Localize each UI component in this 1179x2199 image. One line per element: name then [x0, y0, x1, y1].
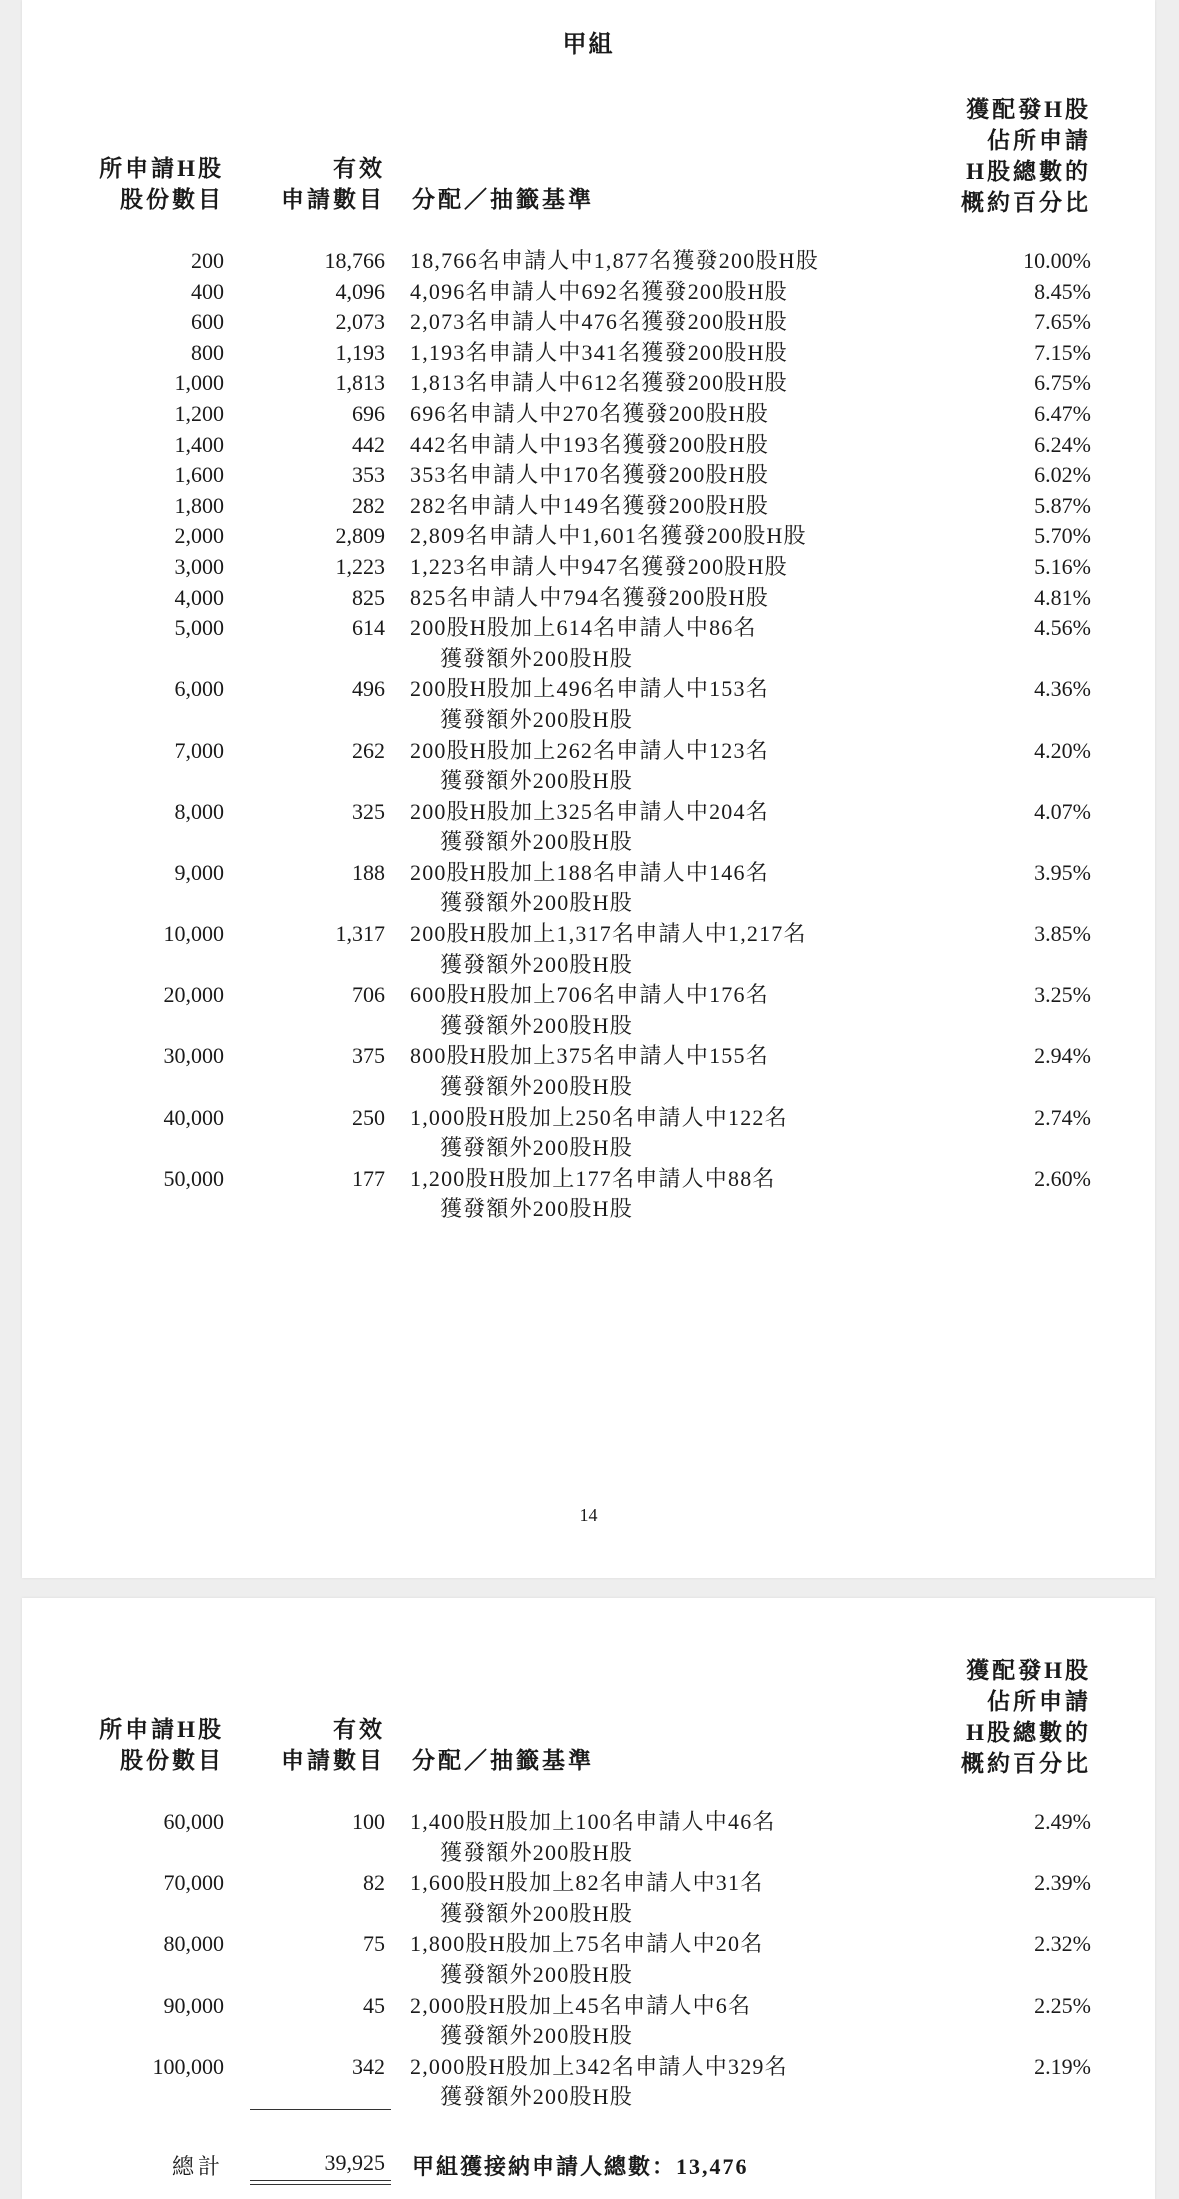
cell-approx-percentage: 8.45% [1034, 278, 1091, 304]
cell-allocation-basis [410, 1929, 763, 1990]
basis-line-2: 獲發額外200股H股 [440, 1900, 633, 1926]
cell-valid-applications: 188 [352, 859, 385, 885]
cell-approx-percentage: 3.25% [1034, 982, 1091, 1008]
cell-approx-percentage: 4.20% [1034, 737, 1091, 763]
table-row [22, 2052, 1155, 2113]
basis-line-1: 1,223名申請人中947名獲發200股H股 [410, 553, 788, 579]
cell-approx-percentage: 2.32% [1034, 1931, 1091, 1957]
cell-approx-percentage: 5.16% [1034, 553, 1091, 579]
table-row [22, 368, 1155, 399]
table-row [22, 1164, 1155, 1225]
basis-line-1: 18,766名申請人中1,877名獲發200股H股 [410, 248, 819, 273]
cell-valid-applications: 4,096 [335, 278, 385, 304]
cell-valid-applications: 1,813 [335, 370, 385, 396]
basis-line-1: 200股H股加上614名申請人中86名 [410, 615, 757, 641]
cell-shares-applied: 400 [191, 278, 224, 304]
basis-line-2: 獲發額外200股H股 [440, 890, 633, 916]
cell-approx-percentage: 3.85% [1034, 921, 1091, 947]
cell-shares-applied: 80,000 [163, 1931, 224, 1957]
document-page-1 [22, 0, 1155, 1578]
cell-approx-percentage: 10.00% [1023, 248, 1091, 273]
cell-allocation-basis [410, 613, 757, 674]
basis-line-2: 獲發額外200股H股 [440, 829, 633, 855]
table-row [22, 1991, 1155, 2052]
cell-approx-percentage: 2.49% [1034, 1809, 1091, 1834]
cell-valid-applications: 45 [363, 1992, 385, 2018]
cell-valid-applications: 825 [352, 584, 385, 610]
page-number: 14 [579, 1505, 598, 1525]
table-row [22, 583, 1155, 614]
basis-line-2: 獲發額外200股H股 [440, 1196, 633, 1222]
header-allocation-basis: 分配／抽籤基準 [412, 187, 594, 212]
cell-shares-applied: 1,400 [174, 431, 224, 457]
cell-valid-applications: 342 [352, 2053, 385, 2079]
table-row [22, 1041, 1155, 1102]
cell-allocation-basis [410, 736, 769, 797]
basis-line-1: 1,193名申請人中341名獲發200股H股 [410, 339, 788, 365]
cell-approx-percentage: 2.60% [1034, 1165, 1091, 1191]
cell-allocation-basis [410, 1041, 769, 1102]
basis-line-2: 獲發額外200股H股 [440, 951, 633, 977]
cell-valid-applications: 706 [352, 982, 385, 1008]
cell-shares-applied: 1,200 [174, 400, 224, 426]
table-row [22, 399, 1155, 430]
table-row [22, 246, 1155, 277]
basis-line-1: 1,400股H股加上100名申請人中46名 [410, 1809, 776, 1834]
basis-line-1: 2,000股H股加上342名申請人中329名 [410, 2053, 788, 2079]
cell-approx-percentage: 6.02% [1034, 462, 1091, 488]
cell-valid-applications: 262 [352, 737, 385, 763]
header-valid-applications: 有效 申請數目 [281, 1717, 385, 1773]
cell-approx-percentage: 3.95% [1034, 859, 1091, 885]
cell-allocation-basis [410, 797, 769, 858]
cell-valid-applications: 442 [352, 431, 385, 457]
table-row [22, 858, 1155, 919]
cell-approx-percentage: 5.87% [1034, 492, 1091, 518]
basis-line-1: 200股H股加上1,317名申請人中1,217名 [410, 921, 807, 947]
cell-allocation-basis [410, 1991, 751, 2052]
cell-valid-applications: 375 [352, 1043, 385, 1069]
basis-line-1: 800股H股加上375名申請人中155名 [410, 1043, 769, 1069]
cell-approx-percentage: 2.39% [1034, 1870, 1091, 1896]
allocation-table [22, 246, 1155, 1225]
cell-valid-applications: 1,223 [335, 553, 385, 579]
total-double-rule [250, 2180, 391, 2185]
cell-shares-applied: 70,000 [163, 1870, 224, 1896]
table-row [22, 460, 1155, 491]
cell-valid-applications: 353 [352, 462, 385, 488]
cell-approx-percentage: 4.07% [1034, 798, 1091, 824]
basis-line-1: 200股H股加上262名申請人中123名 [410, 737, 769, 763]
cell-shares-applied: 7,000 [174, 737, 224, 763]
cell-allocation-basis [410, 521, 807, 552]
cell-approx-percentage: 2.19% [1034, 2053, 1091, 2079]
cell-shares-applied: 3,000 [174, 553, 224, 579]
header-allocation-basis: 分配／抽籤基準 [412, 1748, 594, 1773]
basis-line-1: 200股H股加上188名申請人中146名 [410, 859, 769, 885]
basis-line-1: 2,000股H股加上45名申請人中6名 [410, 1992, 752, 2018]
basis-line-2: 獲發額外200股H股 [440, 1839, 633, 1865]
cell-valid-applications: 1,317 [335, 921, 385, 947]
cell-allocation-basis [410, 368, 788, 399]
table-row [22, 736, 1155, 797]
cell-shares-applied: 20,000 [163, 982, 224, 1008]
table-row [22, 919, 1155, 980]
basis-line-2: 獲發額外200股H股 [440, 2084, 633, 2110]
header-shares-applied: 所申請H股 股份數目 [99, 156, 224, 212]
cell-shares-applied: 90,000 [163, 1992, 224, 2018]
cell-valid-applications: 82 [363, 1870, 385, 1896]
cell-shares-applied: 9,000 [174, 859, 224, 885]
basis-line-2: 獲發額外200股H股 [440, 1074, 633, 1100]
basis-line-1: 825名申請人中794名獲發200股H股 [410, 584, 769, 610]
total-label: 總計 [171, 2154, 224, 2179]
basis-line-1: 1,600股H股加上82名申請人中31名 [410, 1870, 764, 1896]
table-row [22, 430, 1155, 461]
basis-line-1: 1,800股H股加上75名申請人中20名 [410, 1931, 764, 1957]
cell-shares-applied: 100,000 [152, 2053, 224, 2079]
allocation-table [22, 1807, 1155, 2113]
cell-shares-applied: 50,000 [163, 1165, 224, 1191]
cell-allocation-basis [410, 307, 788, 338]
cell-shares-applied: 60,000 [163, 1809, 224, 1834]
table-row [22, 307, 1155, 338]
table-row [22, 1929, 1155, 1990]
basis-line-1: 4,096名申請人中692名獲發200股H股 [410, 278, 788, 304]
cell-valid-applications: 18,766 [324, 248, 385, 273]
basis-line-1: 696名申請人中270名獲發200股H股 [410, 400, 769, 426]
cell-valid-applications: 496 [352, 676, 385, 702]
cell-shares-applied: 4,000 [174, 584, 224, 610]
cell-allocation-basis [410, 460, 769, 491]
basis-line-2: 獲發額外200股H股 [440, 706, 633, 732]
cell-valid-applications: 2,809 [335, 523, 385, 549]
basis-line-1: 200股H股加上496名申請人中153名 [410, 676, 769, 702]
basis-line-1: 353名申請人中170名獲發200股H股 [410, 462, 769, 488]
cell-approx-percentage: 6.75% [1034, 370, 1091, 396]
cell-approx-percentage: 2.25% [1034, 1992, 1091, 2018]
cell-shares-applied: 8,000 [174, 798, 224, 824]
cell-valid-applications: 325 [352, 798, 385, 824]
cell-approx-percentage: 4.81% [1034, 584, 1091, 610]
basis-line-2: 獲發額外200股H股 [440, 1012, 633, 1038]
cell-approx-percentage: 4.36% [1034, 676, 1091, 702]
cell-approx-percentage: 7.65% [1034, 309, 1091, 335]
basis-line-1: 442名申請人中193名獲發200股H股 [410, 431, 769, 457]
table-row [22, 1868, 1155, 1929]
cell-allocation-basis [410, 246, 819, 277]
cell-shares-applied: 600 [191, 309, 224, 335]
table-row [22, 797, 1155, 858]
cell-allocation-basis [410, 858, 769, 919]
header-shares-applied: 所申請H股 股份數目 [99, 1717, 224, 1773]
cell-allocation-basis [410, 338, 788, 369]
table-row [22, 552, 1155, 583]
cell-allocation-basis [410, 1807, 776, 1868]
cell-valid-applications: 250 [352, 1104, 385, 1130]
cell-valid-applications: 2,073 [335, 309, 385, 335]
cell-shares-applied: 2,000 [174, 523, 224, 549]
cell-shares-applied: 10,000 [163, 921, 224, 947]
cell-allocation-basis [410, 583, 769, 614]
cell-allocation-basis [410, 430, 769, 461]
basis-line-2: 獲發額外200股H股 [440, 645, 633, 671]
header-approx-percentage: 獲配發H股 佔所申請 H股總數的 概約百分比 [961, 1658, 1091, 1776]
cell-valid-applications: 696 [352, 400, 385, 426]
cell-valid-applications: 282 [352, 492, 385, 518]
cell-shares-applied: 5,000 [174, 615, 224, 641]
table-row [22, 277, 1155, 308]
cell-valid-applications: 1,193 [335, 339, 385, 365]
table-row [22, 338, 1155, 369]
cell-shares-applied: 800 [191, 339, 224, 365]
cell-approx-percentage: 7.15% [1034, 339, 1091, 365]
cell-shares-applied: 1,600 [174, 462, 224, 488]
table-row [22, 521, 1155, 552]
basis-line-1: 1,200股H股加上177名申請人中88名 [410, 1165, 776, 1191]
basis-line-1: 1,000股H股加上250名申請人中122名 [410, 1104, 788, 1130]
cell-approx-percentage: 2.94% [1034, 1043, 1091, 1069]
total-value: 39,925 [324, 2150, 385, 2175]
cell-valid-applications: 100 [352, 1809, 385, 1834]
cell-allocation-basis [410, 1164, 776, 1225]
header-valid-applications: 有效 申請數目 [281, 156, 385, 212]
basis-line-2: 獲發額外200股H股 [440, 2023, 633, 2049]
cell-allocation-basis [410, 674, 769, 735]
cell-allocation-basis [410, 1868, 763, 1929]
table-row [22, 613, 1155, 674]
basis-line-1: 2,073名申請人中476名獲發200股H股 [410, 309, 788, 335]
cell-shares-applied: 1,800 [174, 492, 224, 518]
basis-line-1: 2,809名申請人中1,601名獲發200股H股 [410, 523, 807, 549]
cell-allocation-basis [410, 491, 769, 522]
cell-shares-applied: 1,000 [174, 370, 224, 396]
cell-allocation-basis [410, 1103, 788, 1164]
cell-valid-applications: 614 [352, 615, 385, 641]
cell-valid-applications: 75 [363, 1931, 385, 1957]
document-page-2 [22, 1598, 1155, 2199]
cell-allocation-basis [410, 399, 769, 430]
table-row [22, 674, 1155, 735]
table-row [22, 1807, 1155, 1868]
table-row [22, 491, 1155, 522]
cell-valid-applications: 177 [352, 1165, 385, 1191]
basis-line-2: 獲發額外200股H股 [440, 1961, 633, 1987]
cell-allocation-basis [410, 552, 788, 583]
table-row [22, 1103, 1155, 1164]
cell-allocation-basis [410, 277, 788, 308]
subtotal-rule [250, 2109, 391, 2110]
cell-shares-applied: 6,000 [174, 676, 224, 702]
cell-approx-percentage: 2.74% [1034, 1104, 1091, 1130]
cell-shares-applied: 200 [191, 248, 224, 273]
cell-approx-percentage: 5.70% [1034, 523, 1091, 549]
basis-line-1: 1,813名申請人中612名獲發200股H股 [410, 370, 788, 396]
total-successful-applicants: 甲組獲接納申請人總數：13,476 [412, 2154, 749, 2179]
page-title: 甲組 [562, 32, 615, 58]
cell-allocation-basis [410, 2052, 788, 2113]
basis-line-1: 282名申請人中149名獲發200股H股 [410, 492, 769, 518]
cell-allocation-basis [410, 919, 807, 980]
cell-approx-percentage: 6.47% [1034, 400, 1091, 426]
cell-shares-applied: 30,000 [163, 1043, 224, 1069]
cell-approx-percentage: 6.24% [1034, 431, 1091, 457]
cell-shares-applied: 40,000 [163, 1104, 224, 1130]
basis-line-1: 200股H股加上325名申請人中204名 [410, 798, 769, 824]
basis-line-2: 獲發額外200股H股 [440, 768, 633, 794]
cell-allocation-basis [410, 980, 769, 1041]
basis-line-1: 600股H股加上706名申請人中176名 [410, 982, 769, 1008]
basis-line-2: 獲發額外200股H股 [440, 1135, 633, 1161]
header-approx-percentage: 獲配發H股 佔所申請 H股總數的 概約百分比 [961, 97, 1091, 215]
table-row [22, 980, 1155, 1041]
cell-approx-percentage: 4.56% [1034, 615, 1091, 641]
